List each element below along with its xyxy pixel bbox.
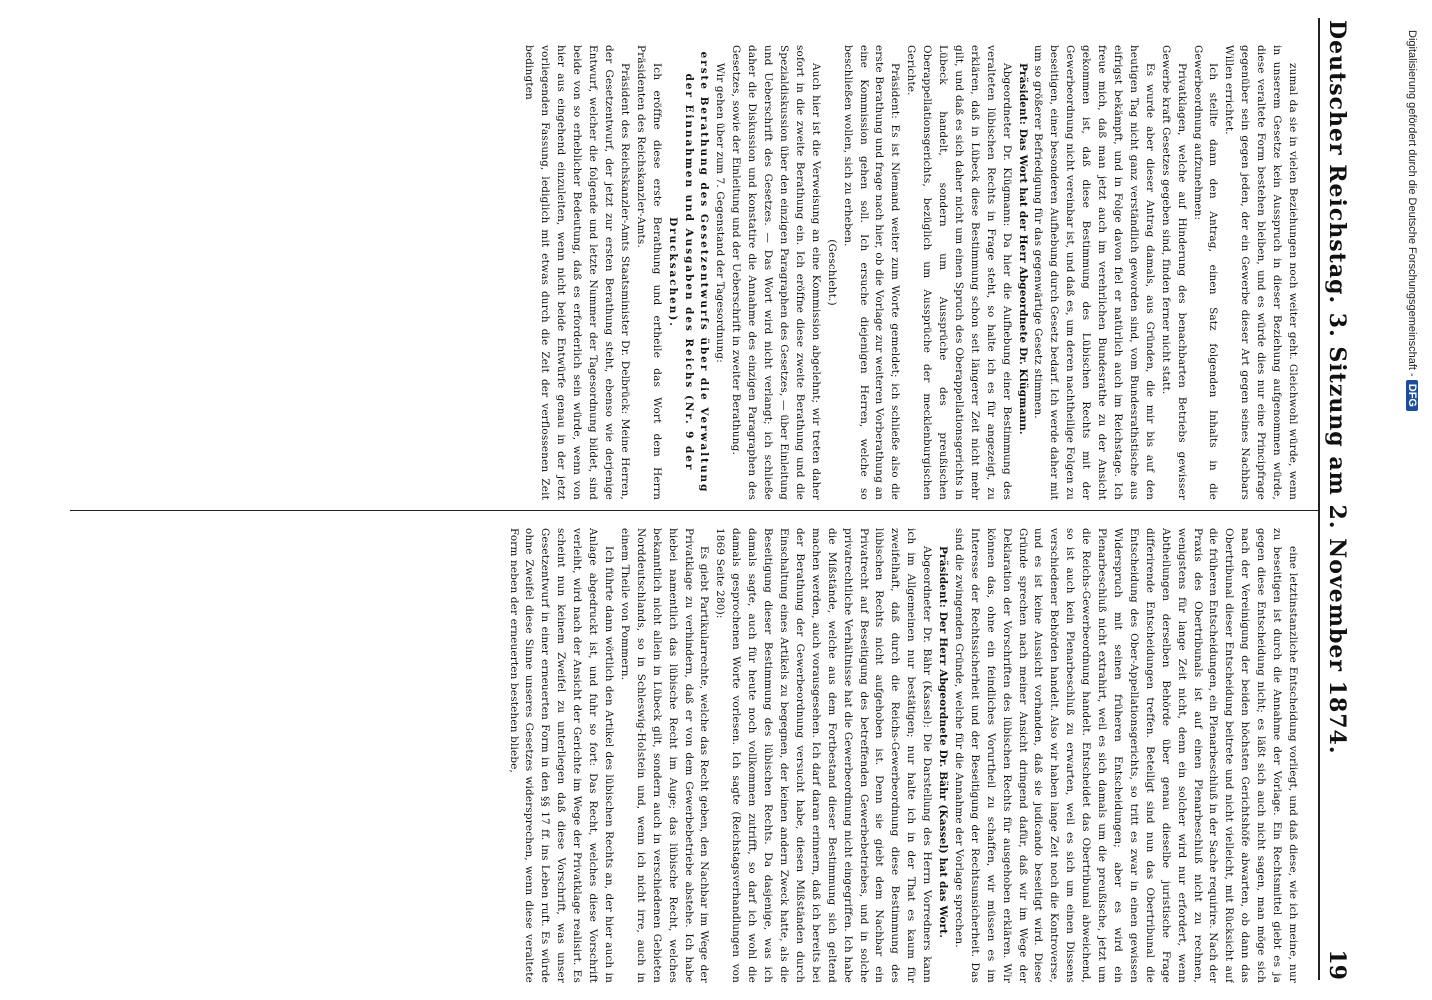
paragraph: Präsident: Der Herr Abgeordnete Dr. Bähr (Kassel) hat das Wort. <box>937 546 950 939</box>
header-title: Deutscher Reichstag. 3. Sitzung am 2. November 1874. <box>1324 20 1350 755</box>
paragraph: Es wurde aber dieser Antrag damals, aus Gründen, die mir bis auf den heutigen Tag nicht ganz verständlich geworden sind, vom Bundesrathstische aus eifrigst bekämpft, und in Folge davon fiel er natürlich auch im Reichstage. Ich freue mich, daß man jetzt auch im verehrlichen Bundesrathe zu der Ansicht gekommen ist, daß diese Bestimmung des Lübischen Rechts mit der Gewerbeordnung nicht vereinbar ist, und daß es, um deren nachtheilige Folgen zu beseitigen, einer besonderen Aufhebung durch Gesetz bedarf. Ich werde daher mit um so größerer Befriedigung für das gegenwärtige Gesetz stimmen. <box>1032 45 1156 500</box>
paragraph: Auch hier ist die Verweisung an eine Kommission abgelehnt; wir treten daher sofort in die zweite Berathung ein. Ich eröffne diese zweite Berathung und die Spezialdiskussion über den einzigen Paragraphen des Gesetzes, — über Einleitung und Ueberschrift des Gesetzes. — Das Wort wird nicht verlangt; ich schließe daher die Diskussion und konstatire die Annahme des einzigen Paragraphen des Gesetzes, sowie der Einleitung und der Ueberschrift in zweiter Berathung. <box>730 45 822 500</box>
digitization-note <box>1406 30 1418 411</box>
left-column <box>505 528 1300 983</box>
paragraph: Ich führte dann wörtlich den Artikel des lübischen Rechts an, der hier auch in Anlage abgedruckt ist, und fuhr so fort: Das Recht, welches diese Vorschrift verleiht, wird nach der Ansicht der Gerichte im Wege der Privatklage realisirt. Es scheint nun keinem Zweifel zu unterliegen daß diese Vorschrift, was unser Gesetzentwurf in einer erneuerten Form in den §§ 17 ff. ins Leben ruft. Es würde ohne Zweifel diese Sinne unseres Gesetzes widersprechen, wenn diese veraltete Form neben der erneuerten bestehen bliebe, <box>507 528 616 983</box>
paragraph: Präsident: Das Wort hat der Herr Abgeordnete Dr. Klügmann. <box>1016 63 1029 435</box>
paragraph: Wir gehen über zum 7. Gegenstand der Tagesordnung: <box>714 63 727 363</box>
page-header <box>1310 20 1350 980</box>
dfg-logo: DFG <box>1406 380 1418 411</box>
right-column <box>521 45 1300 500</box>
paragraph: Präsident des Reichskanzler-Amts Staatsminister Dr. Delbrück: Meine Herren, der Gesetzentwurf, der jetzt zur ersten Berathung steht, ebenso wie derjenige Entwurf, welcher die folgende und letzte Nummer der Tagesordnung bildet, sind beide von so erheblicher Bedeutung, daß es erforderlich sein würde, wenn von hier aus eingehend einzuleiten, wenn nicht beide Entwürfe genau in der jetzt vorliegenden Fassung, lediglich mit etwas durch die Zeit der verflossenen Zeit bedingten <box>523 45 631 500</box>
quote: Es giebt Partikularrechte, welche das Recht geben, den Nachbar im Wege der Privatklage zu verhindern, daß er von dem Gewerbebetriebe abstehe. Ich habe hiebei namentlich das lübische Recht im Auge; das lübische Recht, welches bekanntlich nicht allein in Lübeck gilt, sondern auch in verschiedenen Gebieten Norddeutschlands, so in Schleswig-Holstein und, wenn ich nicht irre, auch in einem Theile von Pommern. <box>618 528 711 983</box>
column-divider <box>70 510 1318 511</box>
paragraph: zumal da sie in vielen Beziehungen noch weiter geht. Gleichwohl würde, wenn in unserem Gesetze kein Ausspruch in dieser Beziehung aufgenommen würde, diese veraltete Form bestehen bleiben, und es würde dies nur eine Principfrage gegenüber sein gegen jeden, der ein Gewerbe dieser Art gegen seines Nachbars Willen errichtet. <box>1223 45 1299 500</box>
stage-direction: (Geschieht.) <box>825 239 838 306</box>
paragraph: Abgeordneter Dr. Bähr (Kassel): Die Darstellung des Herrn Vorredners kann ich im Allgemeinen nur bestätigen; nur halte ich in der That es kaum für zweifelhaft, daß durch die Reichs-Gewerbeordnung diese Bestimmung des lübischen Rechts nicht aufgehoben ist. Denn sie giebt dem Nachbar ein Privatrecht auf Beseitigung des betreffenden Gewerbebetriebes, und in solche privatrechtliche Verhältnisse hat die Gewerbeordnung nicht eingegriffen. Ich habe die Mißstände, welche aus dem Fortbestand dieser Bestimmung sich geltend machen werden, auch vorausgesehen. Ich darf daran erinnern, daß ich bereits bei der Berathung der Gewerbeordnung versucht habe, diesen Mißständen durch Einschaltung eines Artikels zu begegnen, der keinen andern Zweck hatte, als die Beseitigung dieser Bestimmung des lübischen Rechts. Da dasjenige, was ich damals sagte, auch für heute noch vollkommen zutrifft, so darf ich wohl die damals gesprochenen Worte vorlesen. Ich sagte (Reichstagsverhandlungen von 1869 Seite 280): <box>714 528 934 983</box>
note-text: Digitalisierung gefördert durch die Deutsche Forschungsgemeinschaft - <box>1406 30 1418 377</box>
header-rule <box>1318 18 1320 980</box>
paragraph: Ich eröffne diese erste Berathung und ertheile das Wort dem Herrn Präsidenten des Reichskanzler-Amts. <box>634 45 663 500</box>
page-number: 19 <box>1324 949 1350 980</box>
paragraph: Abgeordneter Dr. Klügmann: Da hier die Aufhebung einer Bestimmung des veralteten lübischen Rechts in Frage steht, so halte ich es für angezeigt, zu erklären, daß in Lübeck diese Bestimmung schon seit längerer Zeit nicht mehr gilt, und daß es sich daher nicht um einen Spruch des Oberappellationsgerichts in Lübeck handelt, sondern um Aussprüche des preußischen Oberappellationsgerichts, bezüglich um Aussprüche der mecklenburgischen Gerichte. <box>905 45 1013 500</box>
agenda-item: erste Berathung des Gesetzentwurfs über die Verwaltung der Einnahmen und Ausgaben des Reichs (Nr. 9 der Drucksachen). <box>666 51 711 494</box>
quote: Privatklagen, welche auf Hinderung des benachbarten Betriebs gewisser Gewerbe kraft Gesetzes gegeben sind, finden ferner nicht statt. <box>1159 45 1188 500</box>
paragraph: Präsident: Es ist Niemand weiter zum Worte gemeldet; ich schließe also die erste Berathung und frage nach hier, ob die Vorlage zur weiteren Vorberathung an eine Kommission gehen soll. Ich ersuche diejenigen Herren, welche so beschließen wollen, sich zu erheben. <box>841 45 902 500</box>
paragraph: Ich stellte dann den Antrag, einen Satz folgenden Inhalts in die Gewerbeordnung aufzunehmen: <box>1191 45 1220 500</box>
paragraph: eine letztinstanzliche Entscheidung vorliegt, und daß diese, wie ich meine, nur zu beseitigen ist durch die Annahme der Vorlage. Ein Rechtsmittel giebt es ja gegen diese Entscheidung nicht; es läßt sich auch nicht sagen, man möge sich nach der Vereinigung der beiden höchsten Gerichtshöfe abwarten, ob dann das Obertribunal dieser Entscheidung beitrete und nicht vielleicht, mit Rücksicht auf die früheren Entscheidungen, ein Plenarbeschluß in der Sache requirire. Nach der Praxis des Obertribunals ist auf einen Plenarbeschluß nicht zu rechnen, wenigstens für lange Zeit nicht, denn ein solcher wird nur erfordert, wenn Abtheilungen derselben Behörde über genau dieselbe juristische Frage differirende Entscheidungen treffen. Beteiligt sind nun das Obertribunal die Entscheidung des Ober-Appellationsgerichts, so tritt es zwar in einen gewissen Widerspruch mit seinen früheren Entscheidungen; aber es wird ein Plenarbeschluß nicht extrahirt, weil es sich damals um die preußische, jetzt um die Reichs-Gewerbeordnung handelt. Entscheidet das Obertribunal abweichend, so ist auch kein Plenarbeschluß zu erwarten, weil es sich um einen Dissens verschiedener Behörden handelt. Also wir haben lange Zeit noch die Kontroverse, und es ist keine Aussicht vorhanden, daß sie judicando beseitigt wird. Diese Gründe sprechen nach meiner Ansicht dringend dafür, daß wir im Wege der Deklaration der Vorschriften des lübischen Rechts für ausgehoben erklären. Wir können das, ohne ein feindliches Vorurtheil zu schaffen, wir müssen es im Interesse der Rechtssicherheit und der Beseitigung der Rechtsunsicherheit. Das sind die zwingenden Gründe, welche für die Annahme der Vorlage sprechen. <box>952 528 1299 983</box>
